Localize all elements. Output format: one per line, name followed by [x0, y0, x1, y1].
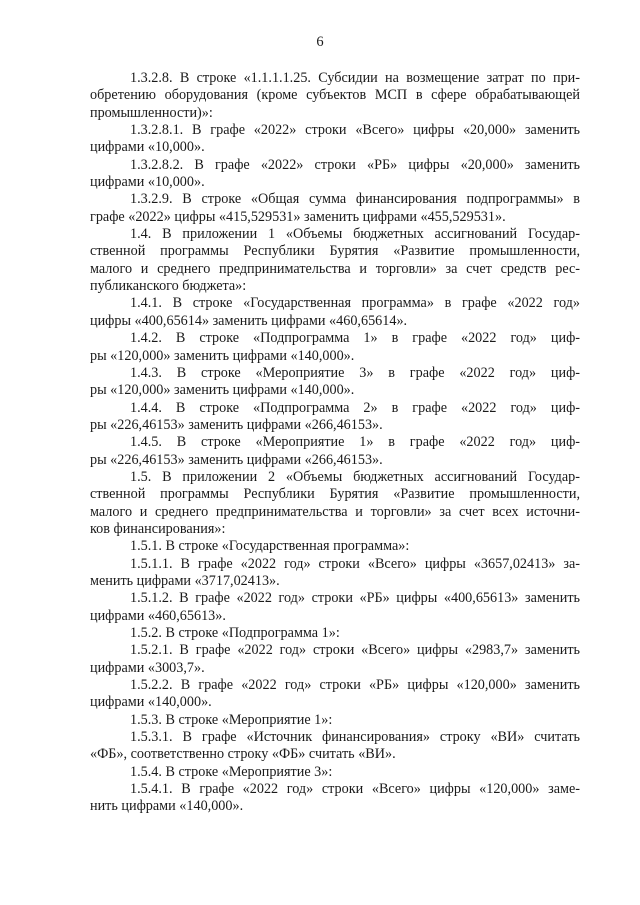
paragraph-line: малого и среднего предпринимательства и торговли» за счет всех источни- [90, 503, 580, 520]
paragraph-line: ры «226,46153» заменить цифрами «266,46153». [90, 416, 383, 433]
paragraph-first-line: 1.5.2.1. В графе «2022 год» строки «Всего» цифры «2983,7» заменить [130, 642, 580, 659]
paragraph-first-line: 1.4. В приложении 1 «Объемы бюджетных ассигнований Государ- [130, 226, 580, 243]
paragraph-line: цифрами «140,000». [90, 694, 212, 711]
paragraph-line: графе «2022» цифры «415,529531» заменить цифрами «455,529531». [90, 208, 506, 225]
paragraph-line: цифрами «10,000». [90, 174, 205, 191]
paragraph-line: нить цифрами «140,000». [90, 798, 244, 815]
paragraph-first-line: 1.4.4. В строке «Подпрограмма 2» в графе «2022 год» циф- [130, 399, 580, 416]
paragraph-line: промышленности)»: [90, 104, 213, 121]
paragraph-first-line: 1.5.4. В строке «Мероприятие 3»: [130, 763, 333, 780]
paragraph-first-line: 1.5.2. В строке «Подпрограмма 1»: [130, 625, 340, 641]
paragraph-first-line: 1.5.3. В строке «Мероприятие 1»: [130, 711, 333, 728]
paragraph-first-line: 1.4.2. В строке «Подпрограмма 1» в графе «2022 год» циф- [130, 330, 580, 347]
paragraph-line: ственной программы Республики Бурятия «Развитие промышленности, [90, 486, 580, 503]
paragraph-line: малого и среднего предпринимательства и торговли» за счет средств рес- [90, 260, 580, 277]
paragraph-first-line: 1.5.1. В строке «Государственная программа»: [130, 538, 410, 555]
paragraph-first-line: 1.3.2.8.2. В графе «2022» строки «РБ» цифры «20,000» заменить [130, 156, 580, 173]
paragraph-first-line: 1.3.2.8.1. В графе «2022» строки «Всего» цифры «20,000» заменить [130, 122, 580, 139]
paragraph-line: публиканского бюджета»: [90, 278, 247, 295]
paragraph-line: менить цифрами «3717,02413». [90, 572, 280, 589]
paragraph-line: цифрами «10,000». [90, 139, 205, 156]
paragraph-line: ков финансирования»: [90, 520, 226, 537]
paragraph-line: ственной программы Республики Бурятия «Развитие промышленности, [90, 243, 580, 260]
paragraph-line: ры «120,000» заменить цифрами «140,000». [90, 382, 355, 399]
paragraph-first-line: 1.5.2.2. В графе «2022 год» строки «РБ» цифры «120,000» заменить [130, 677, 580, 694]
paragraph-first-line: 1.4.3. В строке «Мероприятие 3» в графе «2022 год» циф- [130, 364, 580, 381]
paragraph-line: ры «120,000» заменить цифрами «140,000». [90, 347, 355, 364]
paragraph-first-line: 1.3.2.8. В строке «1.1.1.1.25. Субсидии на возмещение затрат по при- [130, 70, 580, 86]
paragraph-line: цифрами «460,65613». [90, 607, 226, 624]
paragraph-line: цифрами «3003,7». [90, 659, 205, 676]
paragraph-line: обретению оборудования (кроме субъектов МСП в сфере обрабатывающей [90, 87, 580, 104]
paragraph-first-line: 1.5.1.1. В графе «2022 год» строки «Всего» цифры «3657,02413» за- [130, 555, 580, 572]
paragraph-first-line: 1.4.5. В строке «Мероприятие 1» в графе «2022 год» циф- [130, 434, 580, 451]
paragraph-first-line: 1.5.1.2. В графе «2022 год» строки «РБ» цифры «400,65613» заменить [130, 590, 580, 607]
paragraph-first-line: 1.3.2.9. В строке «Общая сумма финансирования подпрограммы» в [130, 191, 580, 208]
page-number: 6 [316, 34, 324, 50]
document-body [90, 70, 580, 816]
paragraph-line: ры «226,46153» заменить цифрами «266,46153». [90, 451, 383, 468]
paragraph-first-line: 1.5.3.1. В графе «Источник финансирования» строку «ВИ» считать [130, 729, 580, 746]
paragraph-line: цифры «400,65614» заменить цифрами «460,65614». [90, 312, 408, 329]
paragraph-line: «ФБ», соответственно строку «ФБ» считать «ВИ». [90, 746, 396, 763]
paragraph-first-line: 1.5. В приложении 2 «Объемы бюджетных ассигнований Государ- [130, 468, 580, 485]
paragraph-first-line: 1.5.4.1. В графе «2022 год» строки «Всего» цифры «120,000» заме- [130, 781, 580, 798]
paragraph-first-line: 1.4.1. В строке «Государственная программа» в графе «2022 год» [130, 295, 580, 312]
